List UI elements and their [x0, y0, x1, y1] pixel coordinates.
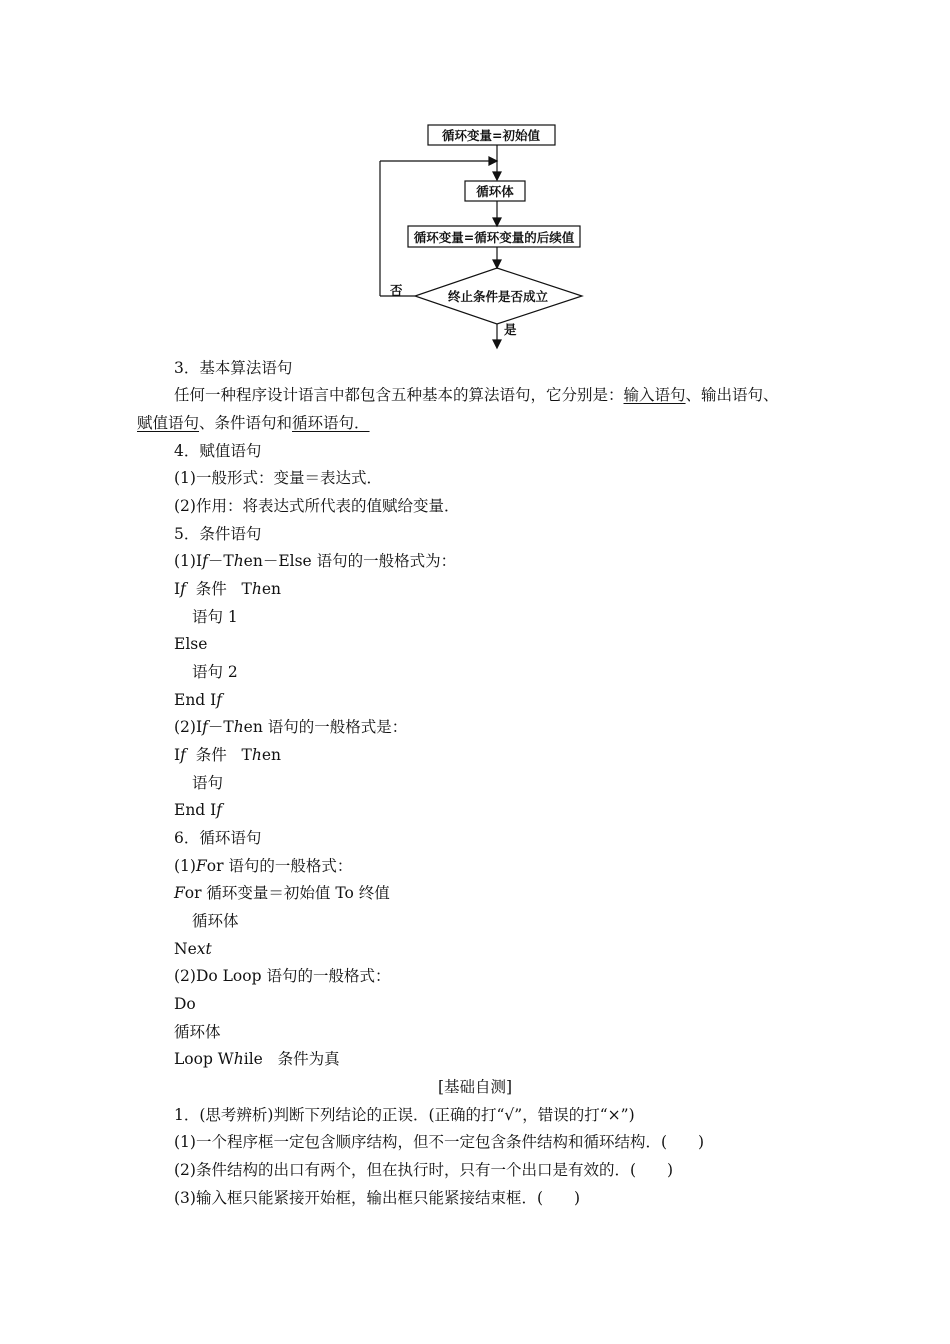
test-q1-3: (3)输入框只能紧接开始框，输出框只能紧接结束框．( ): [174, 1189, 581, 1207]
s3-heading: 3．基本算法语句: [174, 359, 293, 377]
s5-line1: (1)If－Then－Else 语句的一般格式为：: [174, 552, 457, 570]
s6-do: Do: [174, 995, 196, 1013]
s5-heading: 5．条件语句: [174, 525, 262, 543]
s5-stmt1: 语句 1: [192, 608, 238, 626]
s5-line2: (2)If－Then 语句的一般格式是：: [174, 718, 408, 736]
body-label: 循环体: [476, 184, 514, 199]
s3-para-line2: 赋值语句、条件语句和循环语句．: [137, 414, 370, 432]
s6-body2: 循环体: [174, 1023, 221, 1041]
s6-heading: 6．循环语句: [174, 829, 262, 847]
update-label: 循环变量=循环变量的后续值: [413, 230, 575, 245]
s4-heading: 4．赋值语句: [174, 442, 262, 460]
s5-stmt2: 语句 2: [192, 663, 238, 681]
test-q1-2: (2)条件结构的出口有两个，但在执行时，只有一个出口是有效的．( ): [174, 1161, 674, 1179]
test-q1-1: (1)一个程序框一定包含顺序结构，但不一定包含条件结构和循环结构．( ): [174, 1133, 705, 1151]
s5-else: Else: [174, 635, 208, 653]
s6-loop-while: Loop While 条件为真: [174, 1050, 340, 1068]
s6-body1: 循环体: [192, 912, 239, 930]
s5-if1: If 条件 Then: [174, 580, 281, 598]
loop-flowchart: [370, 118, 590, 354]
test-title: [基础自测]: [437, 1078, 513, 1096]
init-label: 循环变量=初始值: [442, 128, 540, 143]
yes-label: 是: [504, 322, 517, 337]
s6-for: For 循环变量＝初始值 To 终值: [174, 884, 390, 902]
s5-end2: End If: [174, 801, 223, 819]
s5-stmt3: 语句: [192, 774, 224, 792]
s4-line2: (2)作用：将表达式所代表的值赋给变量．: [174, 497, 460, 515]
condition-label: 终止条件是否成立: [447, 289, 549, 304]
s6-line2: (2)Do Loop 语句的一般格式：: [174, 967, 391, 985]
s4-line1: (1)一般形式：变量＝表达式．: [174, 469, 382, 487]
s5-end1: End If: [174, 691, 223, 709]
s5-if2: If 条件 Then: [174, 746, 281, 764]
s6-line1: (1)For 语句的一般格式：: [174, 857, 353, 875]
s3-para-line1: 任何一种程序设计语言中都包含五种基本的算法语句，它分别是：输入语句、输出语句、: [174, 386, 779, 404]
no-label: 否: [390, 283, 403, 298]
test-q1: 1．(思考辨析)判断下列结论的正误．(正确的打“√”，错误的打“×”): [174, 1106, 635, 1124]
s6-next: Next: [174, 940, 212, 958]
